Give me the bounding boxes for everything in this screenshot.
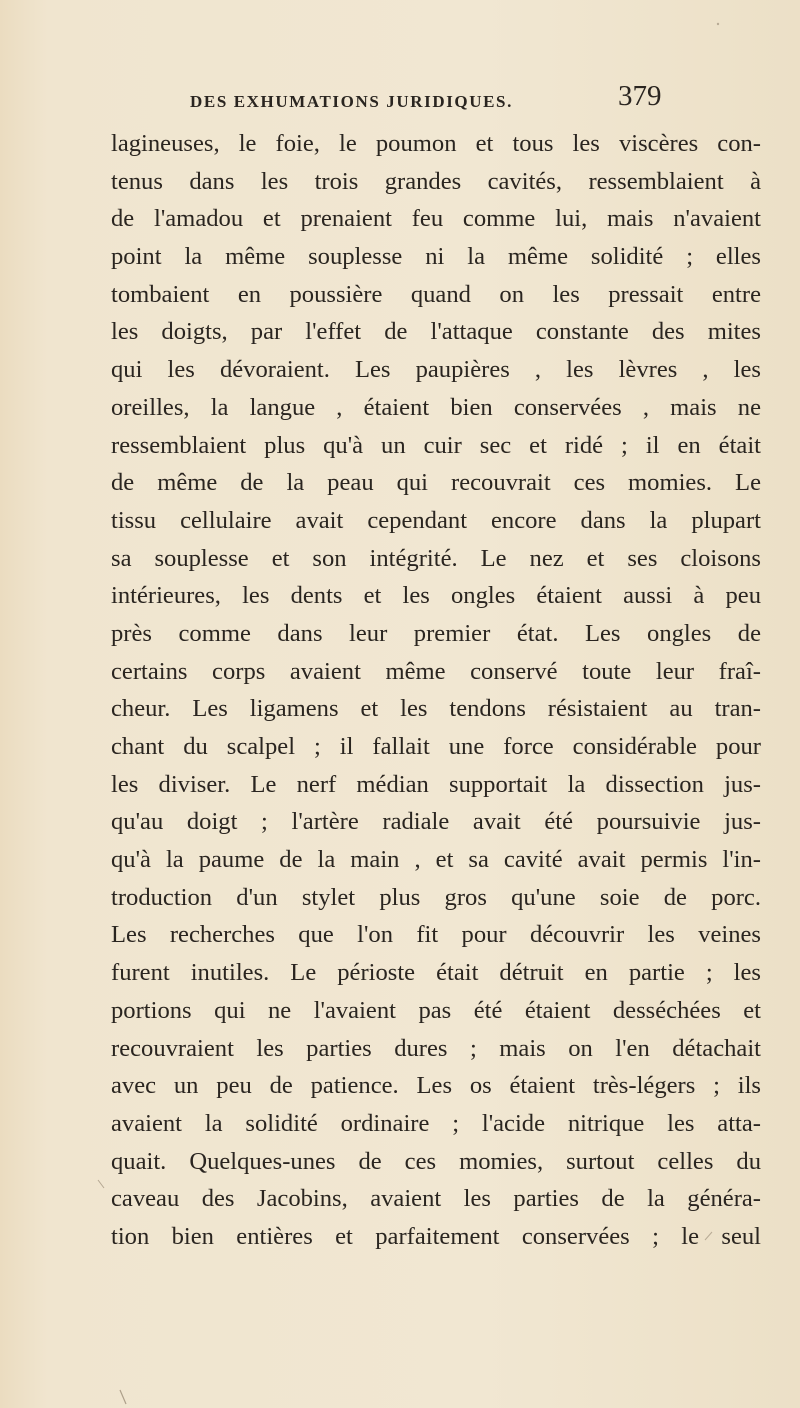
body-text [111,125,761,1256]
text-line: qui les dévoraient. Les paupières , les lèvres , les [111,356,761,384]
text-line: les doigts, par l'effet de l'attaque constante des mites [111,318,761,346]
text-line: oreilles, la langue , étaient bien conservées , mais ne [111,393,761,421]
text-line: Les recherches que l'on fit pour découvrir les veines [111,921,761,949]
text-line: tion bien entières et parfaitement conservées ; le seul [111,1222,761,1250]
text-line: cheur. Les ligamens et les tendons résistaient au tran- [111,695,761,723]
text-line: quait. Quelques-unes de ces momies, surtout celles du [111,1147,761,1175]
text-line: tenus dans les trois grandes cavités, ressemblaient à [111,167,761,195]
text-line: tombaient en poussière quand on les pressait entre [111,280,761,308]
text-line: qu'à la paume de la main , et sa cavité avait permis l'in- [111,846,761,874]
text-line: troduction d'un stylet plus gros qu'une soie de porc. [111,883,761,911]
text-line: tissu cellulaire avait cependant encore dans la plupart [111,506,761,534]
text-line: de l'amadou et prenaient feu comme lui, mais n'avaient [111,205,761,233]
text-line: avaient la solidité ordinaire ; l'acide nitrique les atta- [111,1109,761,1137]
text-line: point la même souplesse ni la même solidité ; elles [111,243,761,271]
text-line: les diviser. Le nerf médian supportait la dissection jus- [111,770,761,798]
text-line: qu'au doigt ; l'artère radiale avait été poursuivie jus- [111,808,761,836]
text-line: avec un peu de patience. Les os étaient très-légers ; ils [111,1072,761,1100]
text-line: lagineuses, le foie, le poumon et tous les viscères con- [111,130,761,157]
text-line: furent inutiles. Le périoste était détruit en partie ; les [111,959,761,987]
text-line: sa souplesse et son intégrité. Le nez et ses cloisons [111,544,761,572]
page-header [190,80,660,124]
text-line: caveau des Jacobins, avaient les parties de la généra- [111,1185,761,1213]
text-line: intérieures, les dents et les ongles étaient aussi à peu [111,582,761,610]
running-head: DES EXHUMATIONS JURIDIQUES. [190,92,513,111]
text-line: de même de la peau qui recouvrait ces momies. Le [111,469,761,497]
page-number: 379 [618,80,662,112]
text-line: certains corps avaient même conservé toute leur fraî- [111,657,761,685]
text-line: recouvraient les parties dures ; mais on l'en détachait [111,1034,761,1062]
text-line: chant du scalpel ; il fallait une force considérable pour [111,733,761,760]
text-line: ressemblaient plus qu'à un cuir sec et ridé ; il en était [111,431,761,459]
text-line: près comme dans leur premier état. Les ongles de [111,619,761,647]
text-line: portions qui ne l'avaient pas été étaient desséchées et [111,996,761,1024]
